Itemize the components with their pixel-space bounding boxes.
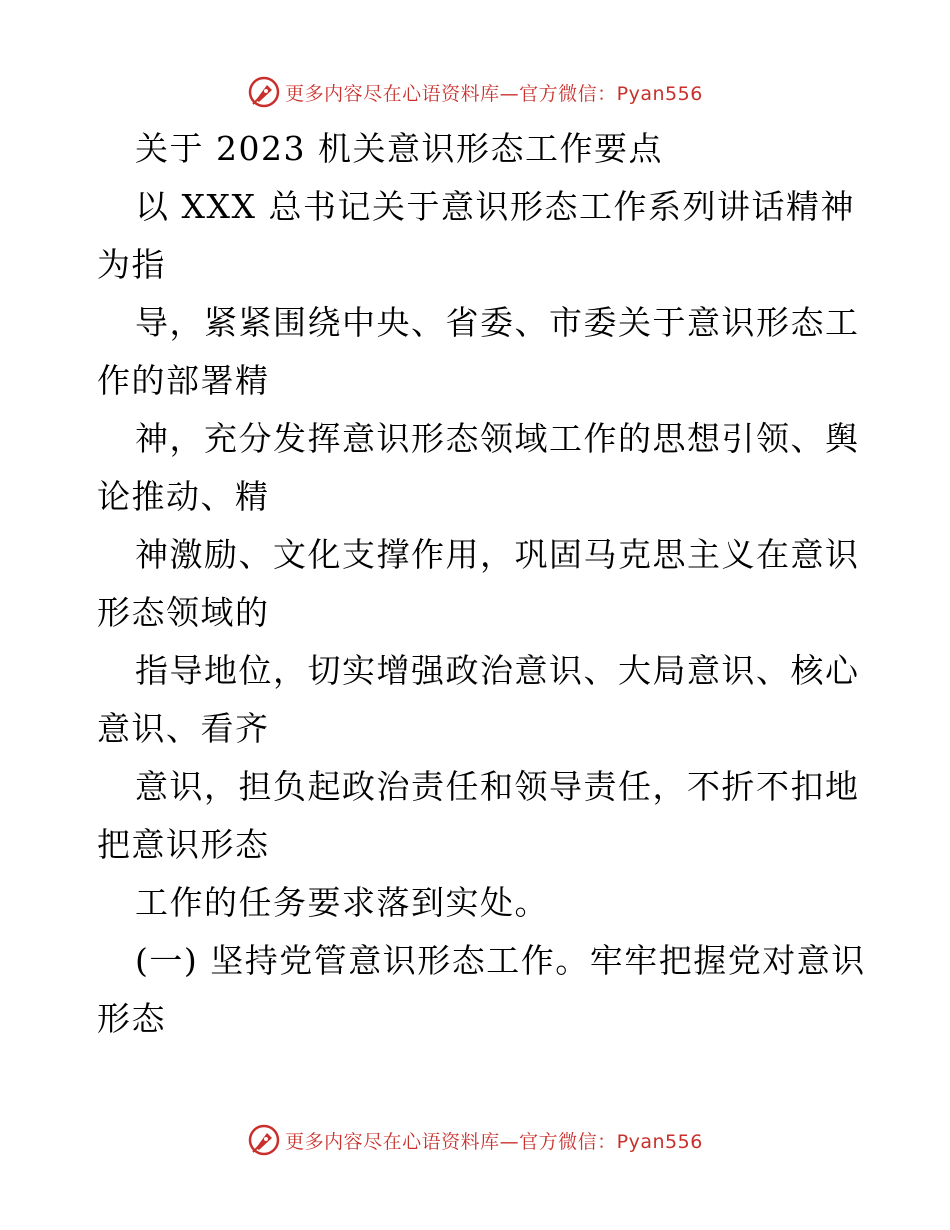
watermark-separator: — <box>499 1130 520 1153</box>
paragraph-line: 以 XXX 总书记关于意识形态工作系列讲话精神 <box>135 187 855 226</box>
paragraph-line: 论推动、精 <box>97 477 270 516</box>
watermark-main-text: 更多内容尽在心语资料库 <box>285 82 500 105</box>
watermark-suffix-text: 官方微信：Pyan556 <box>519 82 703 105</box>
paragraph-line: 把意识形态 <box>97 825 270 864</box>
watermark-separator: — <box>499 82 520 105</box>
paragraph-line: 工作的任务要求落到实处。 <box>135 883 549 922</box>
document-title: 关于 2023 机关意识形态工作要点 <box>135 129 663 168</box>
footer-watermark <box>0 1120 950 1160</box>
section-heading-line: (一) 坚持党管意识形态工作。牢牢把握党对意识 <box>135 941 866 980</box>
pen-nib-logo-icon <box>247 1123 281 1157</box>
watermark-suffix-text: 官方微信：Pyan556 <box>519 1130 703 1153</box>
paragraph-line: 为指 <box>97 245 166 284</box>
paragraph-line: 作的部署精 <box>97 361 270 400</box>
paragraph-line: 形态 <box>97 999 166 1038</box>
pen-nib-logo-icon <box>247 75 281 109</box>
paragraph-line: 神，充分发挥意识形态领域工作的思想引领、舆 <box>135 419 860 458</box>
paragraph-line: 形态领域的 <box>97 593 270 632</box>
paragraph-line: 意识，担负起政治责任和领导责任，不折不扣地 <box>135 767 860 806</box>
watermark-main-text: 更多内容尽在心语资料库 <box>285 1130 500 1153</box>
paragraph-line: 神激励、文化支撑作用，巩固马克思主义在意识 <box>135 535 860 574</box>
document-body <box>97 120 866 1048</box>
paragraph-line: 导，紧紧围绕中央、省委、市委关于意识形态工 <box>135 303 860 342</box>
header-watermark <box>0 72 950 112</box>
paragraph-line: 意识、看齐 <box>97 709 270 748</box>
paragraph-line: 指导地位，切实增强政治意识、大局意识、核心 <box>135 651 860 690</box>
